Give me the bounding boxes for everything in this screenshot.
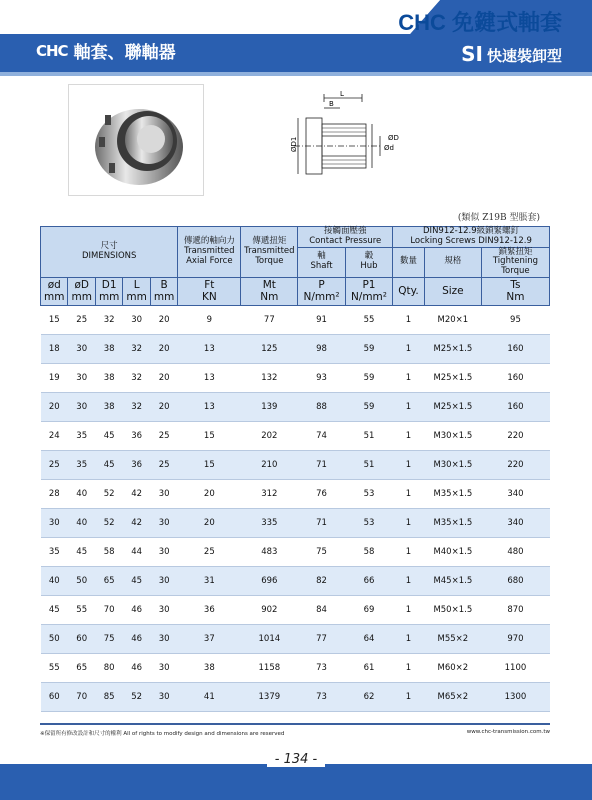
table-cell: 52 (95, 508, 122, 537)
table-cell: 30 (123, 305, 150, 334)
table-cell: 1 (393, 508, 425, 537)
header-banner (0, 0, 592, 76)
table-row (41, 479, 550, 508)
table-cell: 53 (345, 508, 392, 537)
table-cell: 220 (481, 421, 549, 450)
table-cell: 1158 (241, 653, 298, 682)
column-header (298, 277, 345, 305)
table-cell: 59 (345, 363, 392, 392)
table-cell: 20 (150, 392, 177, 421)
table-cell: M25×1.5 (424, 363, 481, 392)
table-cell: 75 (298, 537, 345, 566)
table-row (41, 363, 550, 392)
table-cell: 98 (298, 334, 345, 363)
similar-type-note: (類似 Z19B 型脹套) (457, 213, 540, 223)
table-cell: 93 (298, 363, 345, 392)
column-symbol: Mt (262, 279, 276, 292)
table-cell: 64 (345, 624, 392, 653)
table-cell: 1 (393, 566, 425, 595)
column-unit: Nm (506, 291, 525, 304)
table-cell: 1 (393, 682, 425, 711)
table-cell: 132 (241, 363, 298, 392)
table-cell: 69 (345, 595, 392, 624)
table-cell: 30 (150, 624, 177, 653)
table-cell: 312 (241, 479, 298, 508)
table-cell: 80 (95, 653, 122, 682)
header-size: 規格 (424, 247, 481, 277)
column-header (123, 277, 150, 305)
table-cell: 91 (298, 305, 345, 334)
table-cell: 28 (41, 479, 68, 508)
table-cell: 13 (178, 334, 241, 363)
table-cell: 62 (345, 682, 392, 711)
table-cell: 25 (178, 537, 241, 566)
column-symbol: Qty. (398, 285, 419, 298)
table-cell: 24 (41, 421, 68, 450)
table-cell: 36 (123, 421, 150, 450)
table-cell: 20 (150, 334, 177, 363)
table-row (41, 595, 550, 624)
table-cell: 42 (123, 479, 150, 508)
header-axial-force: 傳遞的軸向力 Transmitted Axial Force (178, 227, 241, 278)
table-cell: 37 (178, 624, 241, 653)
table-cell: 18 (41, 334, 68, 363)
table-cell: 30 (150, 479, 177, 508)
drawing-label-d: Ød (384, 144, 394, 152)
table-cell: 1 (393, 537, 425, 566)
table-cell: 45 (123, 566, 150, 595)
table-cell: 45 (41, 595, 68, 624)
table-row (41, 334, 550, 363)
table-cell: 1300 (481, 682, 549, 711)
table-cell: 680 (481, 566, 549, 595)
table-cell: 220 (481, 450, 549, 479)
column-symbol: øD (74, 279, 89, 292)
table-cell: 45 (68, 537, 95, 566)
table-cell: 38 (95, 363, 122, 392)
table-cell: 41 (178, 682, 241, 711)
table-cell: 15 (178, 421, 241, 450)
column-header (393, 277, 425, 305)
table-cell: 73 (298, 682, 345, 711)
table-bottom-rule (40, 723, 550, 725)
table-cell: 1 (393, 334, 425, 363)
table-cell: 65 (95, 566, 122, 595)
table-cell: 60 (68, 624, 95, 653)
table-cell: 84 (298, 595, 345, 624)
header-torque: 傳遞扭矩 Transmitted Torque (241, 227, 298, 278)
column-header (481, 277, 549, 305)
table-cell: 51 (345, 421, 392, 450)
series-code: SI (461, 42, 483, 66)
table-cell: 88 (298, 392, 345, 421)
table-cell: 9 (178, 305, 241, 334)
table-cell: 15 (178, 450, 241, 479)
table-cell: 55 (41, 653, 68, 682)
table-cell: M55×2 (424, 624, 481, 653)
column-header (41, 277, 68, 305)
column-unit: mm (44, 291, 65, 304)
table-cell: M65×2 (424, 682, 481, 711)
table-cell: 1100 (481, 653, 549, 682)
table-cell: 20 (178, 508, 241, 537)
spec-table (40, 226, 550, 712)
table-cell: 55 (345, 305, 392, 334)
category-label: 軸套、聯軸器 (73, 43, 176, 63)
series-name: 快速裝卸型 (486, 47, 562, 65)
table-cell: 20 (41, 392, 68, 421)
table-cell: 20 (178, 479, 241, 508)
table-cell: 25 (41, 450, 68, 479)
column-header (68, 277, 95, 305)
table-cell: 77 (298, 624, 345, 653)
table-cell: 38 (95, 392, 122, 421)
table-cell: 335 (241, 508, 298, 537)
table-cell: 1 (393, 479, 425, 508)
header-locking-screws: DIN912-12.9級鎖緊螺釘 Locking Screws DIN912-12.9 (393, 227, 550, 248)
table-body (41, 305, 550, 711)
table-cell: 30 (150, 653, 177, 682)
column-header (424, 277, 481, 305)
table-cell: 139 (241, 392, 298, 421)
table-cell: 71 (298, 508, 345, 537)
table-cell: 1 (393, 421, 425, 450)
header-qty: 數量 (393, 247, 425, 277)
column-unit: mm (153, 291, 175, 304)
table-cell: 13 (178, 392, 241, 421)
table-cell: 70 (95, 595, 122, 624)
table-cell: 30 (150, 508, 177, 537)
table-cell: 40 (68, 508, 95, 537)
table-cell: 32 (123, 334, 150, 363)
table-cell: 20 (150, 363, 177, 392)
table-cell: 35 (68, 421, 95, 450)
table-cell: 25 (150, 421, 177, 450)
column-symbol: Ft (204, 279, 215, 292)
column-symbol: Ts (510, 279, 521, 292)
table-cell: 30 (41, 508, 68, 537)
table-cell: 30 (150, 595, 177, 624)
table-cell: 52 (95, 479, 122, 508)
table-cell: 125 (241, 334, 298, 363)
page-title: CHC 免鍵式軸套 (398, 10, 562, 35)
header-tightening-torque: 鎖緊扭矩 Tightening Torque (481, 247, 549, 277)
column-unit: mm (126, 291, 147, 304)
table-cell: M25×1.5 (424, 392, 481, 421)
drawing-label-b: B (329, 100, 334, 108)
table-row (41, 682, 550, 711)
table-cell: 870 (481, 595, 549, 624)
table-cell: 1 (393, 653, 425, 682)
table-cell: 38 (178, 653, 241, 682)
table-cell: 71 (298, 450, 345, 479)
table-cell: 58 (95, 537, 122, 566)
table-cell: M25×1.5 (424, 334, 481, 363)
table-cell: 19 (41, 363, 68, 392)
website-link[interactable]: www.chc-transmission.com.tw (466, 729, 550, 735)
table-cell: 36 (123, 450, 150, 479)
column-symbol: P1 (362, 279, 376, 292)
chc-logo: CHC (36, 41, 68, 60)
column-symbol: B (160, 279, 168, 292)
table-cell: 30 (150, 566, 177, 595)
table-cell: 32 (95, 305, 122, 334)
column-unit: KN (201, 291, 217, 304)
drawing-label-l: L (340, 90, 344, 98)
table-cell: M50×1.5 (424, 595, 481, 624)
header-contact-pressure: 接觸面壓強 Contact Pressure (298, 227, 393, 248)
table-cell: 30 (68, 334, 95, 363)
table-cell: 20 (150, 305, 177, 334)
header-hub: 轂 Hub (345, 247, 392, 277)
table-cell: M60×2 (424, 653, 481, 682)
table-cell: 46 (123, 653, 150, 682)
table-cell: 480 (481, 537, 549, 566)
column-unit: Nm (260, 291, 279, 304)
table-cell: 45 (95, 450, 122, 479)
brand-block (36, 38, 176, 63)
table-cell: 340 (481, 479, 549, 508)
table-cell: 30 (68, 363, 95, 392)
column-unit: mm (71, 291, 92, 304)
table-cell: 51 (345, 450, 392, 479)
drawing-label-bigd: ØD (388, 134, 399, 142)
table-cell: 340 (481, 508, 549, 537)
table-row (41, 508, 550, 537)
table-cell: 50 (68, 566, 95, 595)
table-cell: 59 (345, 334, 392, 363)
table-cell: 1 (393, 363, 425, 392)
table-cell: 160 (481, 392, 549, 421)
table-cell: 30 (68, 392, 95, 421)
table-row (41, 624, 550, 653)
column-symbol: P (318, 279, 325, 292)
table-cell: M35×1.5 (424, 508, 481, 537)
table-cell: 902 (241, 595, 298, 624)
table-row (41, 305, 550, 334)
table-cell: 46 (123, 624, 150, 653)
table-cell: 75 (95, 624, 122, 653)
column-header (150, 277, 177, 305)
table-cell: 483 (241, 537, 298, 566)
table-cell: 31 (178, 566, 241, 595)
table-cell: 210 (241, 450, 298, 479)
table-cell: 74 (298, 421, 345, 450)
table-cell: 76 (298, 479, 345, 508)
table-cell: 1 (393, 305, 425, 334)
table-cell: 160 (481, 334, 549, 363)
column-unit: N/mm² (303, 291, 340, 304)
table-cell: 35 (68, 450, 95, 479)
table-cell: 202 (241, 421, 298, 450)
table-cell: 15 (41, 305, 68, 334)
table-cell: 45 (95, 421, 122, 450)
table-cell: 25 (68, 305, 95, 334)
table-row (41, 537, 550, 566)
table-cell: 970 (481, 624, 549, 653)
table-cell: 38 (95, 334, 122, 363)
table-cell: 36 (178, 595, 241, 624)
page-number: - 134 - (0, 752, 592, 767)
table-cell: 50 (41, 624, 68, 653)
table-cell: 696 (241, 566, 298, 595)
column-unit: mm (98, 291, 120, 304)
table-cell: 85 (95, 682, 122, 711)
column-header (241, 277, 298, 305)
column-symbol: ød (47, 279, 61, 292)
table-cell: 32 (123, 392, 150, 421)
column-unit: N/mm² (350, 291, 387, 304)
table-cell: 53 (345, 479, 392, 508)
drawing-label-d1: ØD1 (290, 136, 298, 152)
table-cell: M35×1.5 (424, 479, 481, 508)
column-symbol: D1 (101, 279, 117, 292)
table-cell: M30×1.5 (424, 421, 481, 450)
column-header (345, 277, 392, 305)
table-cell: M20×1 (424, 305, 481, 334)
table-cell: 30 (150, 682, 177, 711)
table-row (41, 653, 550, 682)
table-row (41, 392, 550, 421)
table-cell: 66 (345, 566, 392, 595)
table-cell: M30×1.5 (424, 450, 481, 479)
table-cell: 70 (68, 682, 95, 711)
table-cell: 44 (123, 537, 150, 566)
product-photo (68, 84, 204, 196)
table-cell: 55 (68, 595, 95, 624)
header-shaft: 軸 Shaft (298, 247, 345, 277)
table-cell: 25 (150, 450, 177, 479)
header-dimensions: 尺寸 DIMENSIONS (41, 227, 178, 278)
table-cell: 1379 (241, 682, 298, 711)
table-cell: 1 (393, 624, 425, 653)
table-cell: 1 (393, 392, 425, 421)
column-symbol-row (41, 277, 550, 305)
table-cell: 65 (68, 653, 95, 682)
table-cell: 1014 (241, 624, 298, 653)
table-cell: 40 (68, 479, 95, 508)
rights-note: ※保留所有修改設計和尺寸的權利 All of rights to modify design and dimensions are reserved (40, 731, 285, 737)
table-cell: 42 (123, 508, 150, 537)
table-row (41, 566, 550, 595)
table-cell: 160 (481, 363, 549, 392)
table-cell: 58 (345, 537, 392, 566)
table-cell: 40 (41, 566, 68, 595)
table-cell: M40×1.5 (424, 537, 481, 566)
table-row (41, 421, 550, 450)
column-symbol: Size (442, 285, 464, 298)
table-cell: 82 (298, 566, 345, 595)
table-cell: 52 (123, 682, 150, 711)
table-cell: M45×1.5 (424, 566, 481, 595)
table-cell: 1 (393, 595, 425, 624)
series-title (461, 42, 562, 66)
table-cell: 59 (345, 392, 392, 421)
table-cell: 73 (298, 653, 345, 682)
table-cell: 35 (41, 537, 68, 566)
table-row (41, 450, 550, 479)
table-cell: 46 (123, 595, 150, 624)
table-cell: 32 (123, 363, 150, 392)
technical-drawing (284, 88, 432, 200)
table-cell: 61 (345, 653, 392, 682)
table-cell: 77 (241, 305, 298, 334)
table-cell: 13 (178, 363, 241, 392)
column-header (95, 277, 122, 305)
table-cell: 60 (41, 682, 68, 711)
column-header (178, 277, 241, 305)
table-cell: 30 (150, 537, 177, 566)
table-cell: 95 (481, 305, 549, 334)
table-cell: 1 (393, 450, 425, 479)
footer-bar (0, 764, 592, 800)
column-symbol: L (133, 279, 140, 292)
